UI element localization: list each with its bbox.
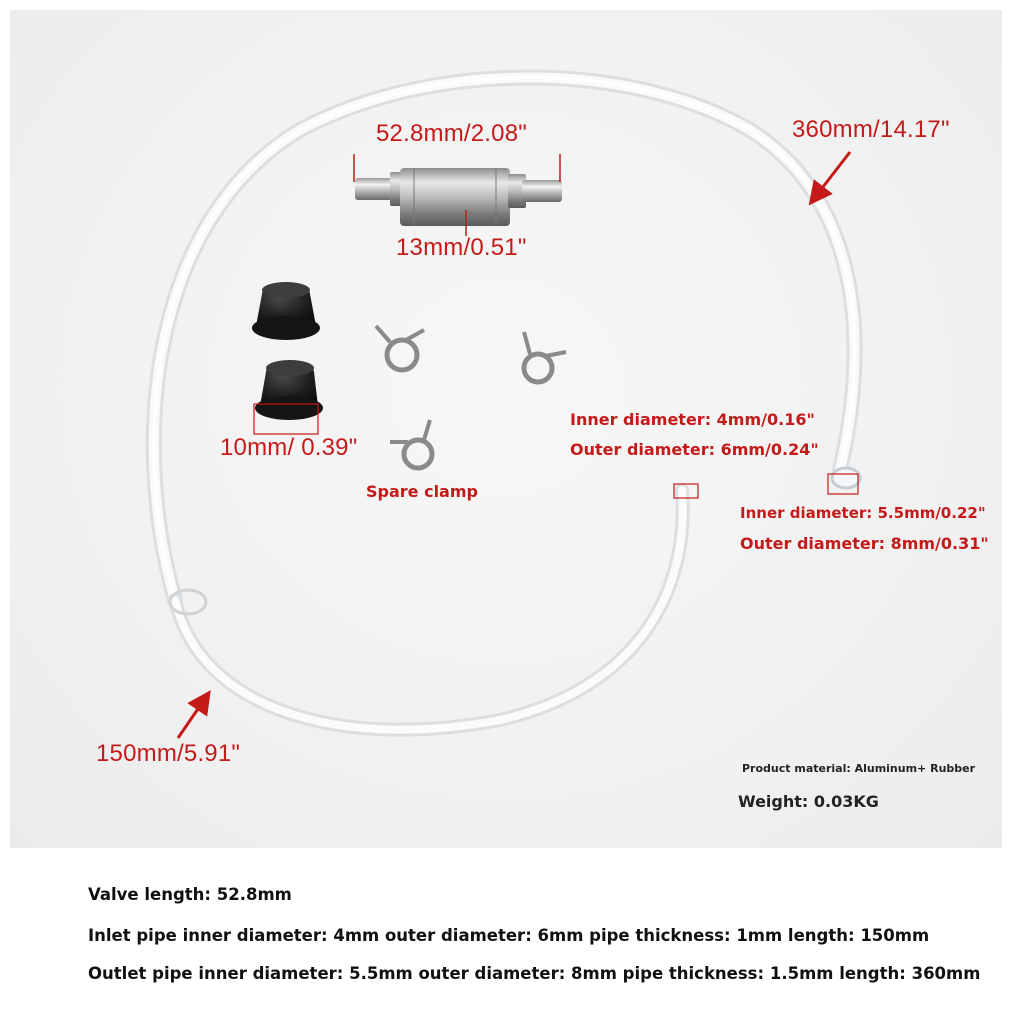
arrow-short-pipe bbox=[178, 700, 204, 738]
product-weight: Weight: 0.03KG bbox=[738, 792, 879, 811]
short-tube bbox=[175, 490, 683, 730]
aluminum-valve bbox=[355, 168, 562, 226]
rubber-cap-2 bbox=[255, 360, 323, 420]
rubber-cap-1 bbox=[252, 282, 320, 340]
small-pipe-inner-label: Inner diameter: 4mm/0.16" bbox=[570, 410, 815, 429]
large-pipe-inner-label: Inner diameter: 5.5mm/0.22" bbox=[740, 504, 986, 522]
spring-clamp-1 bbox=[376, 326, 424, 370]
product-photo bbox=[10, 10, 1002, 848]
footer-outlet-pipe: Outlet pipe inner diameter: 5.5mm outer diameter: 8mm pipe thickness: 1.5mm length: 360mm bbox=[88, 964, 981, 983]
long-pipe-length-label: 360mm/14.17" bbox=[792, 116, 950, 143]
spare-clamp-label: Spare clamp bbox=[366, 482, 478, 501]
cap-size-label: 10mm/ 0.39" bbox=[220, 434, 358, 461]
footer-valve-length: Valve length: 52.8mm bbox=[88, 885, 292, 904]
tube-end-large bbox=[832, 468, 860, 488]
valve-diameter-label: 13mm/0.51" bbox=[396, 234, 527, 261]
arrow-long-pipe bbox=[816, 152, 850, 196]
footer-inlet-pipe: Inlet pipe inner diameter: 4mm outer diameter: 6mm pipe thickness: 1mm length: 150mm bbox=[88, 926, 930, 945]
valve-length-label: 52.8mm/2.08" bbox=[376, 120, 527, 147]
large-pipe-outer-label: Outer diameter: 8mm/0.31" bbox=[740, 534, 989, 553]
spring-clamp-2 bbox=[524, 332, 566, 382]
spring-clamp-3 bbox=[390, 420, 432, 468]
product-material: Product material: Aluminum+ Rubber bbox=[742, 762, 976, 775]
small-pipe-outer-label: Outer diameter: 6mm/0.24" bbox=[570, 440, 819, 459]
short-pipe-length-label: 150mm/5.91" bbox=[96, 740, 241, 767]
